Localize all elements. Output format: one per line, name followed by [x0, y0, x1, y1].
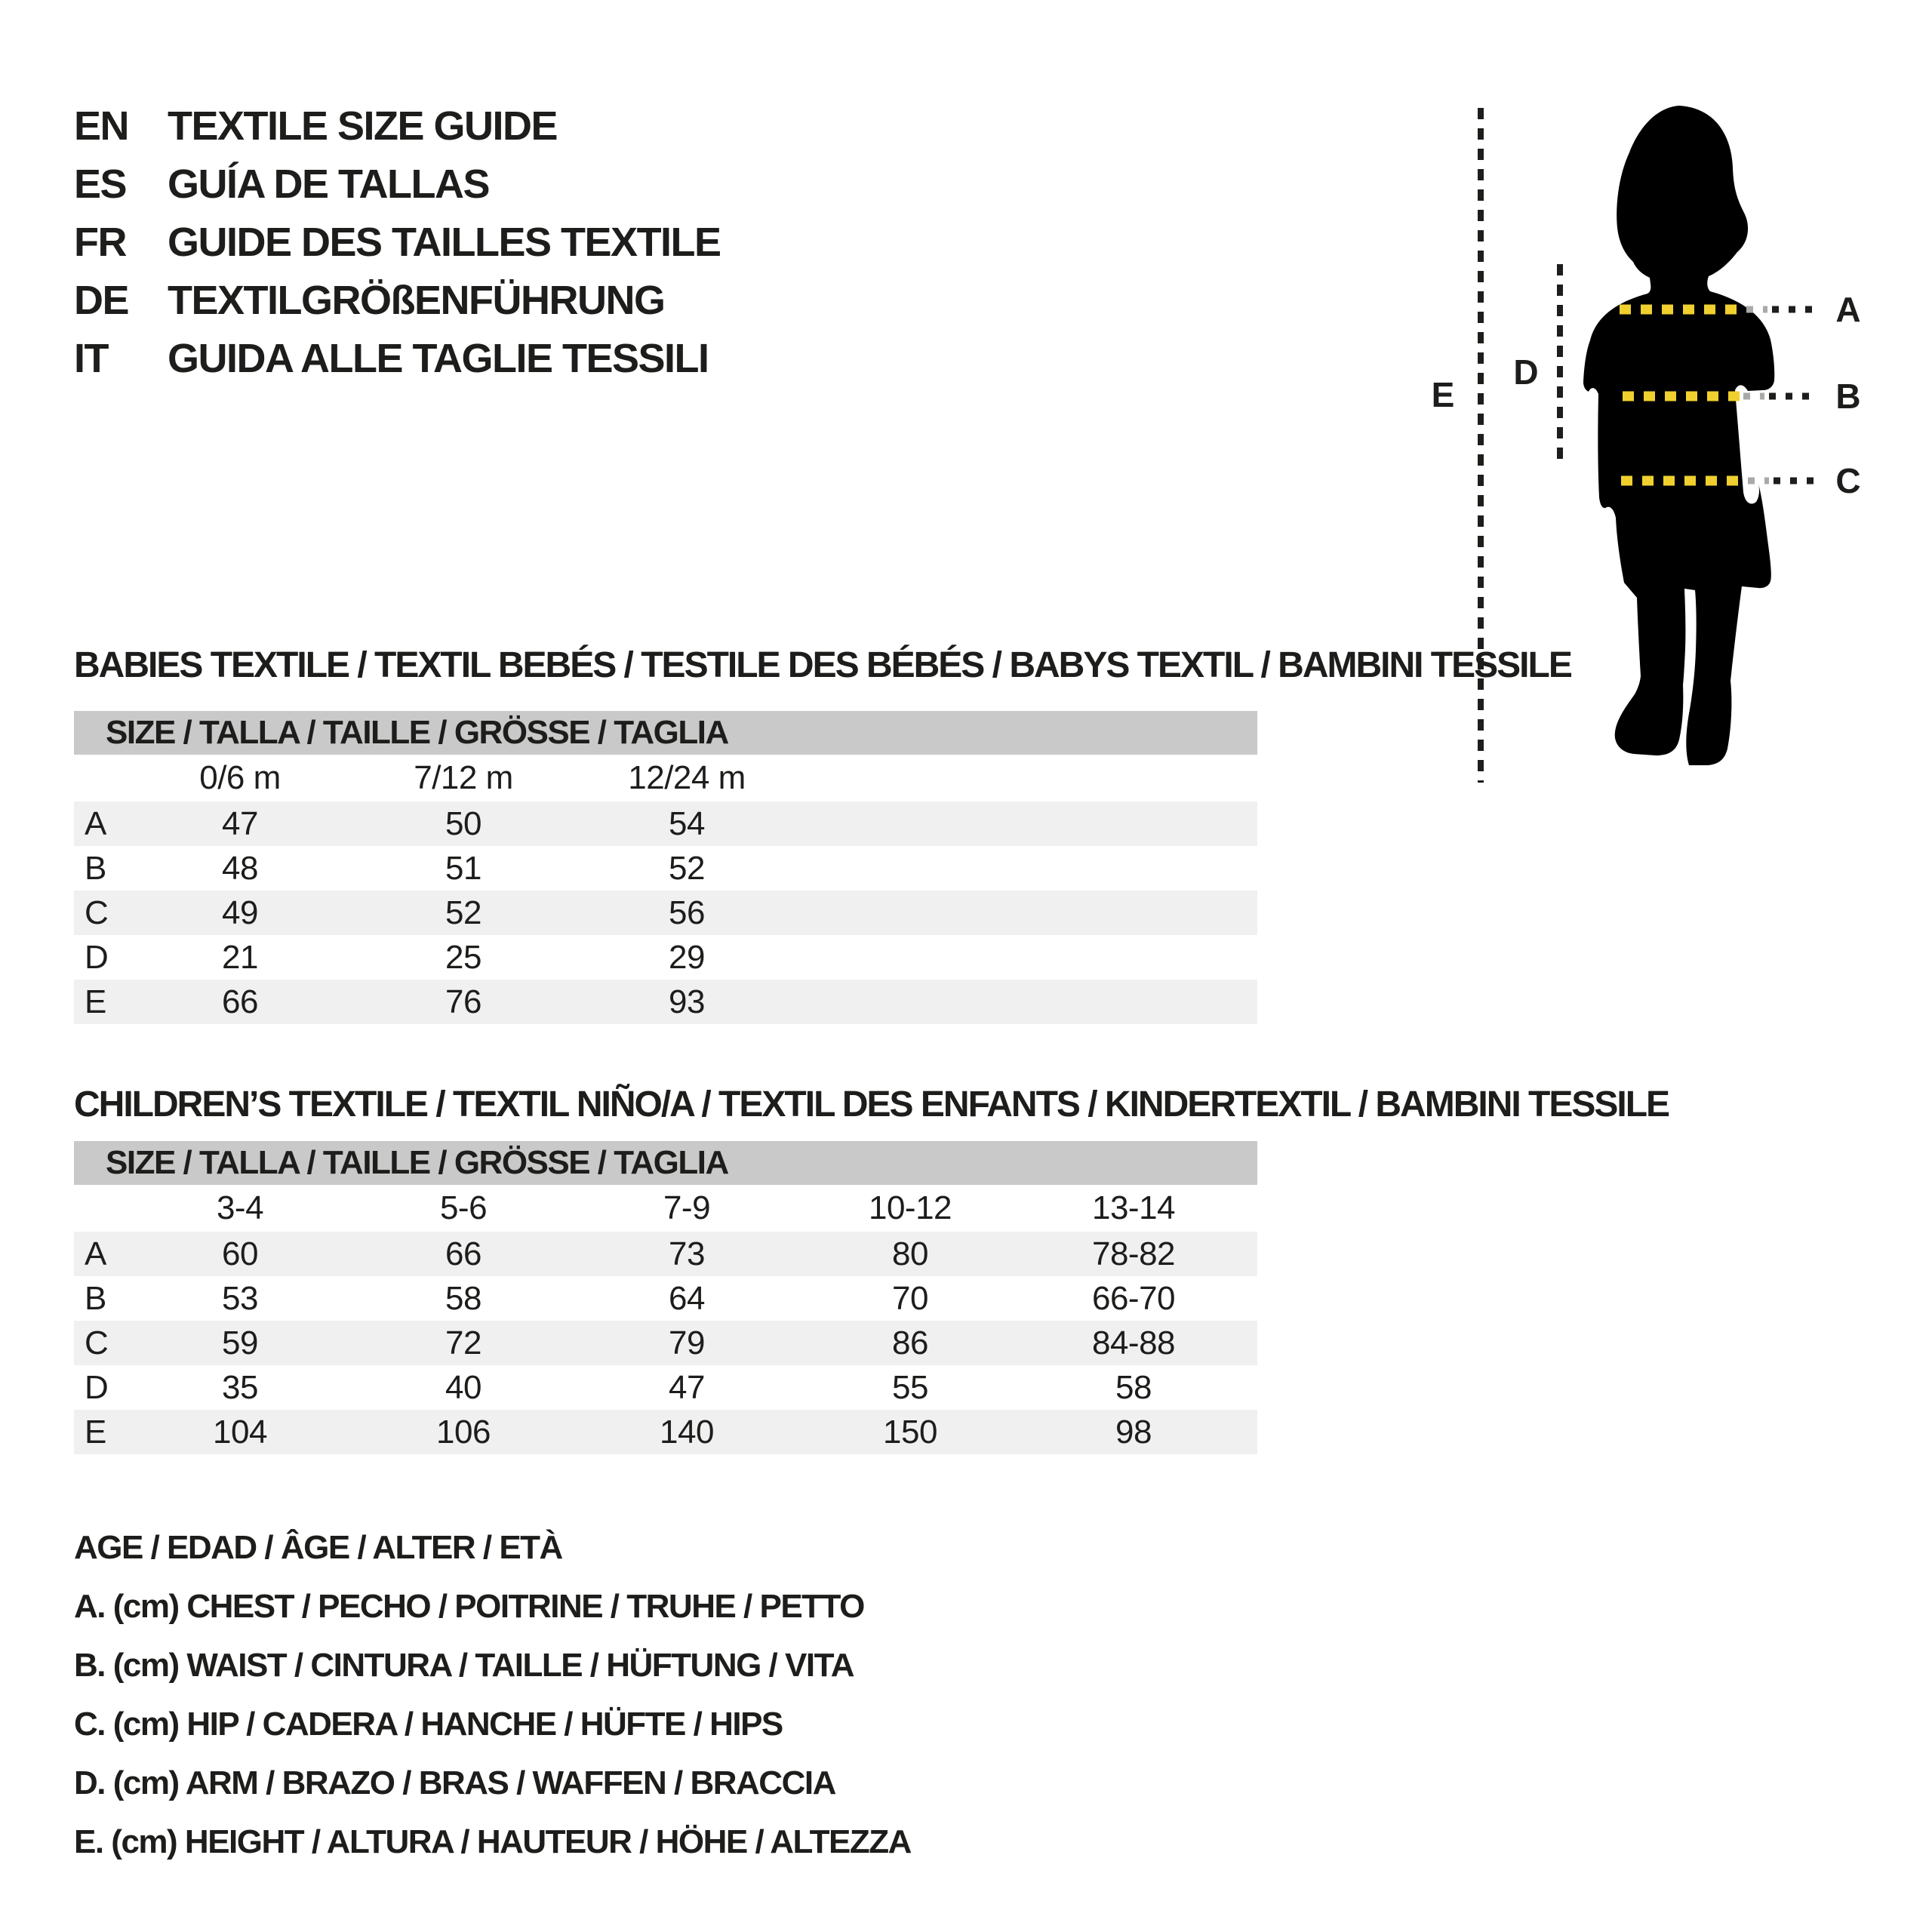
- language-title-es: GUÍA DE TALLAS: [168, 161, 489, 207]
- size-value-cell: 56: [669, 894, 705, 931]
- size-value-cell: 54: [669, 804, 705, 842]
- legend-waist-line: B. (cm) WAIST / CINTURA / TAILLE / HÜFTUNG / VITA: [74, 1647, 854, 1684]
- children-size-table: [74, 1141, 1257, 1454]
- legend-arm-line: D. (cm) ARM / BRAZO / BRAS / WAFFEN / BRACCIA: [74, 1764, 835, 1801]
- size-value-cell: 80: [892, 1235, 928, 1272]
- language-title-it: GUIDA ALLE TAGLIE TESSILI: [168, 335, 709, 381]
- size-value-cell: 76: [445, 983, 481, 1020]
- table-row: [74, 1321, 1257, 1365]
- language-code-de: DE: [74, 277, 129, 323]
- column-header: 7-9: [663, 1189, 711, 1226]
- table-row: [74, 1410, 1257, 1454]
- language-row-en: [74, 97, 721, 155]
- size-value-cell: 60: [222, 1235, 258, 1272]
- legend-hip-line: C. (cm) HIP / CADERA / HANCHE / HÜFTE / HIPS: [74, 1706, 783, 1743]
- table-row: [74, 801, 1257, 846]
- size-value-cell: 47: [669, 1368, 705, 1406]
- language-row-it: [74, 329, 721, 387]
- table-row: [74, 891, 1257, 935]
- size-value-cell: 78-82: [1091, 1235, 1176, 1272]
- language-code-en: EN: [74, 103, 129, 149]
- size-value-cell: 53: [222, 1279, 258, 1317]
- size-value-cell: 58: [1115, 1368, 1152, 1406]
- babies-size-header-bar: SIZE / TALLA / TAILLE / GRÖSSE / TAGLIA: [74, 711, 1257, 755]
- language-code-it: IT: [74, 335, 108, 381]
- table-row: [74, 846, 1257, 891]
- size-value-cell: 140: [660, 1413, 714, 1451]
- size-value-cell: 66-70: [1091, 1279, 1176, 1317]
- row-label: A: [85, 804, 106, 842]
- children-section-heading: CHILDREN’S TEXTILE / TEXTIL NIÑO/A / TEXTIL DES ENFANTS / KINDERTEXTIL / BAMBINI TESSILE: [74, 1084, 1669, 1124]
- size-value-cell: 55: [892, 1368, 928, 1406]
- measurement-figure: [1419, 83, 1917, 808]
- table-row: [74, 1232, 1257, 1276]
- column-header: 7/12 m: [414, 759, 513, 796]
- table-row: [74, 980, 1257, 1024]
- size-value-cell: 48: [222, 849, 258, 887]
- language-row-fr: [74, 213, 721, 271]
- legend-age-line: AGE / EDAD / ÂGE / ALTER / ETÀ: [74, 1529, 562, 1566]
- figure-label-d: D: [1513, 352, 1539, 392]
- legend-height-line: E. (cm) HEIGHT / ALTURA / HAUTEUR / HÖHE / ALTEZZA: [74, 1823, 911, 1860]
- size-value-cell: 70: [892, 1279, 928, 1317]
- size-value-cell: 50: [445, 804, 481, 842]
- column-header: 5-6: [439, 1189, 488, 1226]
- size-value-cell: 84-88: [1091, 1324, 1176, 1361]
- language-title-fr: GUIDE DES TAILLES TEXTILE: [168, 219, 721, 265]
- size-value-cell: 106: [436, 1413, 491, 1451]
- table-row: [74, 1276, 1257, 1321]
- language-title-de: TEXTILGRÖßENFÜHRUNG: [168, 277, 665, 323]
- column-header: 12/24 m: [628, 759, 746, 796]
- column-header: 13-14: [1091, 1189, 1176, 1226]
- row-label: E: [85, 1413, 106, 1451]
- size-value-cell: 21: [222, 938, 258, 976]
- size-value-cell: 79: [669, 1324, 705, 1361]
- size-value-cell: 86: [892, 1324, 928, 1361]
- children-column-header-row: [74, 1185, 1257, 1232]
- row-label: D: [85, 1368, 109, 1406]
- size-value-cell: 47: [222, 804, 258, 842]
- size-value-cell: 150: [883, 1413, 937, 1451]
- size-value-cell: 93: [669, 983, 705, 1020]
- language-code-es: ES: [74, 161, 127, 207]
- column-header: 3-4: [216, 1189, 264, 1226]
- language-row-es: [74, 155, 721, 213]
- size-value-cell: 35: [222, 1368, 258, 1406]
- size-value-cell: 51: [445, 849, 481, 887]
- figure-label-b: B: [1835, 377, 1861, 416]
- size-value-cell: 72: [445, 1324, 481, 1361]
- size-value-cell: 25: [445, 938, 481, 976]
- table-row: [74, 1365, 1257, 1410]
- children-size-header-bar: SIZE / TALLA / TAILLE / GRÖSSE / TAGLIA: [74, 1141, 1257, 1185]
- size-value-cell: 104: [213, 1413, 267, 1451]
- size-value-cell: 64: [669, 1279, 705, 1317]
- size-value-cell: 66: [445, 1235, 481, 1272]
- row-label: A: [85, 1235, 106, 1272]
- legend-chest-line: A. (cm) CHEST / PECHO / POITRINE / TRUHE / PETTO: [74, 1588, 864, 1625]
- babies-section-heading: BABIES TEXTILE / TEXTIL BEBÉS / TESTILE DES BÉBÉS / BABYS TEXTIL / BAMBINI TESSILE: [74, 645, 1571, 685]
- child-silhouette-icon: [1583, 106, 1774, 765]
- size-value-cell: 49: [222, 894, 258, 931]
- size-value-cell: 58: [445, 1279, 481, 1317]
- row-label: B: [85, 849, 106, 887]
- language-row-de: [74, 271, 721, 329]
- language-title-list: [74, 97, 721, 387]
- row-label: C: [85, 1324, 109, 1361]
- size-value-cell: 98: [1115, 1413, 1152, 1451]
- size-value-cell: 73: [669, 1235, 705, 1272]
- figure-label-a: A: [1835, 290, 1861, 329]
- babies-column-header-row: [74, 755, 1257, 801]
- row-label: D: [85, 938, 109, 976]
- column-header: 10-12: [868, 1189, 952, 1226]
- row-label: C: [85, 894, 109, 931]
- size-value-cell: 66: [222, 983, 258, 1020]
- language-title-en: TEXTILE SIZE GUIDE: [168, 103, 558, 149]
- figure-label-c: C: [1835, 461, 1861, 500]
- size-value-cell: 59: [222, 1324, 258, 1361]
- size-value-cell: 40: [445, 1368, 481, 1406]
- row-label: B: [85, 1279, 106, 1317]
- figure-label-e: E: [1431, 375, 1455, 414]
- babies-size-table: [74, 711, 1257, 1024]
- language-code-fr: FR: [74, 219, 126, 265]
- column-header: 0/6 m: [199, 759, 281, 796]
- measurement-legend: [74, 1518, 911, 1872]
- size-value-cell: 52: [445, 894, 481, 931]
- row-label: E: [85, 983, 106, 1020]
- size-value-cell: 29: [669, 938, 705, 976]
- table-row: [74, 935, 1257, 980]
- size-value-cell: 52: [669, 849, 705, 887]
